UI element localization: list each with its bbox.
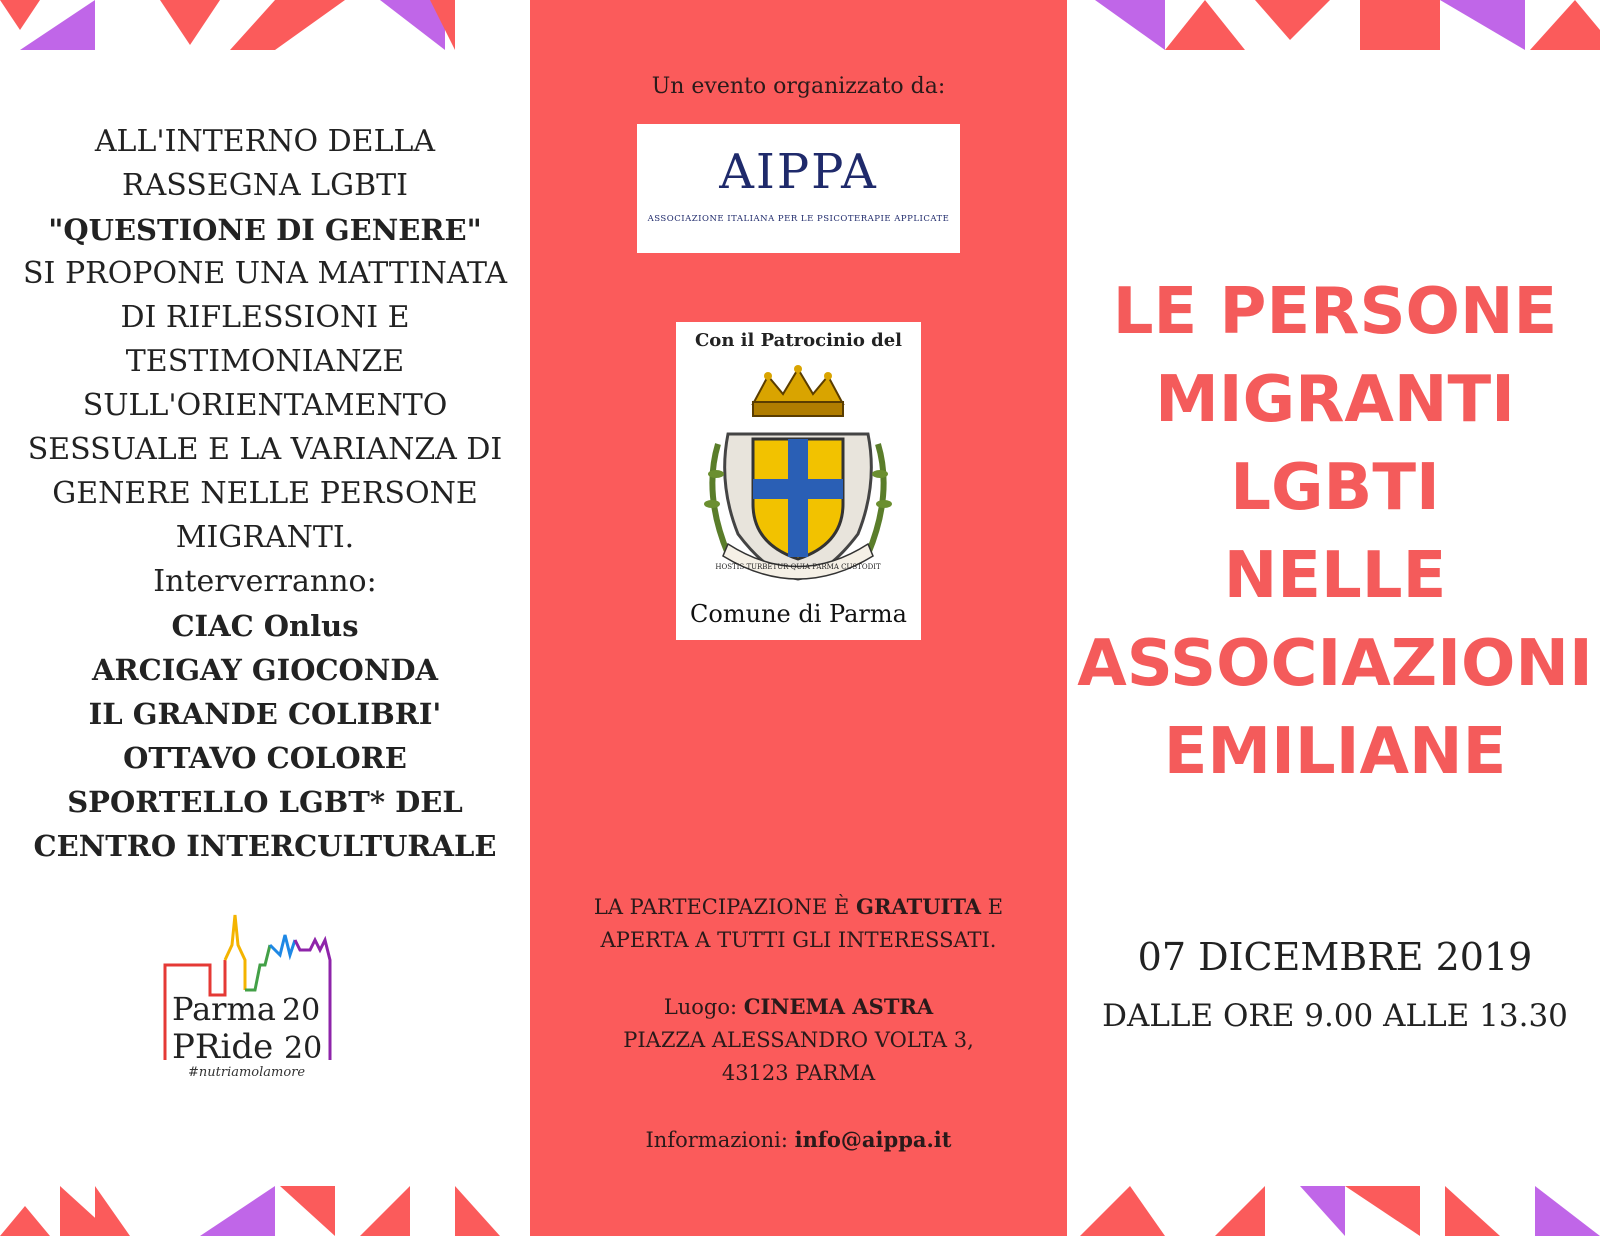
pride-word-pride: PRide xyxy=(172,1027,274,1067)
event-title xyxy=(1070,268,1600,796)
comune-label: Comune di Parma xyxy=(690,600,907,628)
participation-text: E xyxy=(981,895,1004,919)
info-label: Informazioni: xyxy=(645,1128,795,1152)
venue-name: CINEMA ASTRA xyxy=(743,994,934,1019)
speaker-item: ARCIGAY GIOCONDA xyxy=(92,653,438,687)
address-line: 43123 PARMA xyxy=(721,1061,876,1085)
spacer xyxy=(530,957,1067,990)
event-info xyxy=(530,890,1067,1157)
speaker-item: CENTRO INTERCULTURALE xyxy=(33,829,497,863)
title-line: MIGRANTI xyxy=(1155,363,1515,437)
info-line xyxy=(530,1123,1067,1157)
pride-word-parma: Parma xyxy=(172,990,276,1028)
intro-line: ALL'INTERNO DELLA xyxy=(94,124,436,159)
left-description xyxy=(20,120,510,868)
title-line: NELLE xyxy=(1223,539,1447,613)
speaker-item: CIAC Onlus xyxy=(171,609,359,643)
intro-line: RASSEGNA LGBTI xyxy=(122,168,408,203)
participation-free: GRATUITA xyxy=(856,894,982,919)
patrocinio-box xyxy=(676,322,921,640)
series-title: "QUESTIONE DI GENERE" xyxy=(48,213,482,247)
title-line: EMILIANE xyxy=(1163,715,1507,789)
intro-line: SULL'ORIENTAMENTO xyxy=(82,388,448,423)
participation-text: LA PARTECIPAZIONE È xyxy=(593,895,857,919)
participation-line-2: APERTA A TUTTI GLI INTERESSATI. xyxy=(600,928,997,952)
title-line: LGBTI xyxy=(1230,451,1440,525)
parma-pride-logo xyxy=(160,910,360,1110)
bottom-triangle-border xyxy=(0,1186,1600,1236)
intro-line: DI RIFLESSIONI E xyxy=(120,300,410,335)
intro-line: TESTIMONIANZE xyxy=(125,344,405,379)
title-line: LE PERSONE xyxy=(1112,275,1558,349)
venue-line xyxy=(530,990,1067,1024)
aippa-logo-box xyxy=(637,124,960,253)
aippa-subtitle: ASSOCIAZIONE ITALIANA PER LE PSICOTERAPIE APPLICATE xyxy=(647,214,950,224)
intro-line: GENERE NELLE PERSONE xyxy=(52,476,478,511)
crest-motto: HOSTIS TURBETUR QUIA PARMA CUSTODIT xyxy=(715,563,881,571)
event-time: DALLE ORE 9.00 ALLE 13.30 xyxy=(1102,998,1568,1034)
title-line: ASSOCIAZIONI xyxy=(1077,627,1593,701)
spacer xyxy=(530,1090,1067,1123)
pride-year-top: 20 xyxy=(282,993,321,1028)
event-date: 07 DICEMBRE 2019 xyxy=(1137,935,1533,979)
info-email-link[interactable]: info@aippa.it xyxy=(794,1127,952,1152)
pride-hashtag: #nutriamolamore xyxy=(188,1065,306,1080)
intro-line: MIGRANTI. xyxy=(175,520,355,555)
pride-year-bottom: 20 xyxy=(284,1031,323,1066)
aippa-logo: AIPPA xyxy=(719,144,878,200)
participation-line xyxy=(530,890,1067,924)
patrocinio-label: Con il Patrocinio del xyxy=(694,330,903,351)
intro-line: SESSUALE E LA VARIANZA DI xyxy=(27,432,503,467)
speaker-item: IL GRANDE COLIBRI' xyxy=(88,697,442,731)
speaker-item: SPORTELLO LGBT* DEL xyxy=(67,785,463,819)
address-line: PIAZZA ALESSANDRO VOLTA 3, xyxy=(623,1028,974,1052)
speaker-item: OTTAVO COLORE xyxy=(123,741,407,775)
speakers-heading: Interverranno: xyxy=(153,564,377,599)
intro-line: SI PROPONE UNA MATTINATA xyxy=(23,256,507,291)
parma-crest-icon xyxy=(698,364,898,594)
venue-label: Luogo: xyxy=(663,995,744,1019)
organizer-heading: Un evento organizzato da: xyxy=(651,74,946,99)
